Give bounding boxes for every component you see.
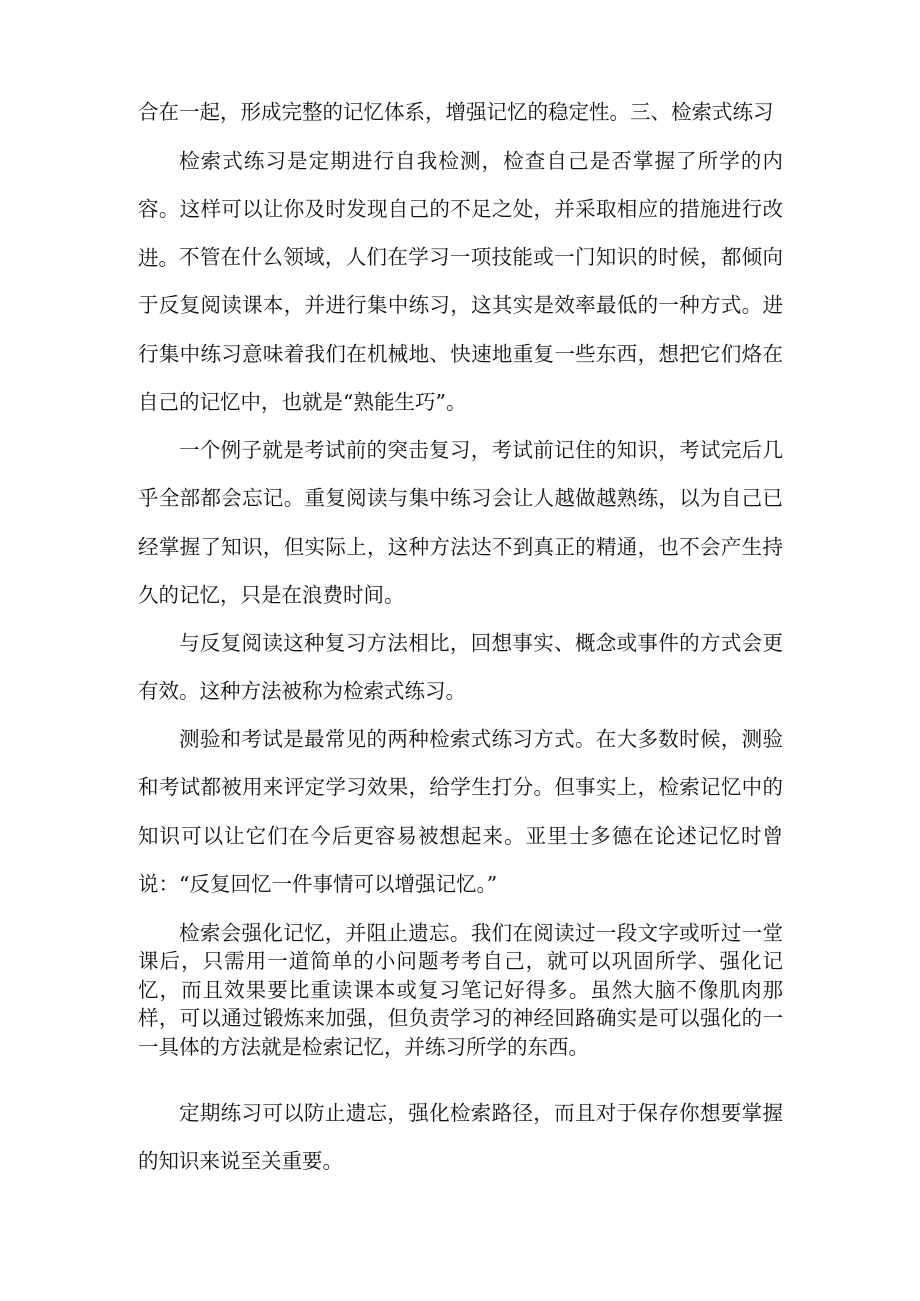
paragraph-text: 定期练习可以防止遗忘，强化检索路径，而且对于保存你想要掌握的知识来说至关重要。 [138, 1101, 783, 1174]
paragraph [138, 715, 783, 908]
paragraph-text: 一个例子就是考试前的突击复习，考试前记住的知识，考试完后几乎全部都会忘记。重复阅读与集中练习会让人越做越熟练，以为自己已经掌握了知识，但实际上，这种方法达不到真正的精通，也不会产生持久的记忆，只是在浪费时间。 [138, 438, 783, 607]
paragraph-continuation [138, 88, 783, 136]
paragraph [138, 233, 783, 426]
paragraph-text: 测验和考试是最常见的两种检索式练习方式。在大多数时候，测验和考试都被用来评定学习效果，给学生打分。但事实上，检索记忆中的知识可以让它们在今后更容易被想起来。亚里士多德在论述记忆时曾说：“反复回忆一件事情可以增强记忆。” [138, 727, 783, 896]
paragraph-text: 检索式练习是定期进行自我检测，检查自己是否掌握了所学的内容。这样可以让你及时发现自己的不足之处，并采取相应的措施进行改进。 [138, 149, 783, 270]
paragraph-text: 与反复阅读这种复习方法相比，回想事实、概念或事件的方式会更有效。这种方法被称为检索式练习。 [138, 631, 783, 704]
paragraph [138, 1089, 783, 1186]
paragraph-text: 检索会强化记忆，并阻止遗忘。我们在阅读过一段文字或听过一堂课后，只需用一道简单的小问题考考自己，就可以巩固所学、强化记忆，而且效果要比重读课本或复习笔记好得多。虽然大脑不像肌肉那样，可以通过锻炼来加强，但负责学习的神经回路确实是可以强化的一一具体的方法就是检索记忆，并练习所学的东西。 [138, 921, 783, 1059]
paragraph-dense [138, 919, 783, 1061]
paragraph [138, 619, 783, 716]
paragraph-text: 不管在什么领域，人们在学习一项技能或一门知识的时候，都倾向于反复阅读课本，并进行集中练习，这其实是效率最低的一种方式。进行集中练习意味着我们在机械地、快速地重复一些东西，想把它们烙在自己的记忆中，也就是“熟能生巧”。 [138, 245, 783, 414]
paragraph-text: 合在一起，形成完整的记忆体系，增强记忆的稳定性。三、检索式练习 [138, 100, 774, 124]
paragraph [138, 426, 783, 619]
